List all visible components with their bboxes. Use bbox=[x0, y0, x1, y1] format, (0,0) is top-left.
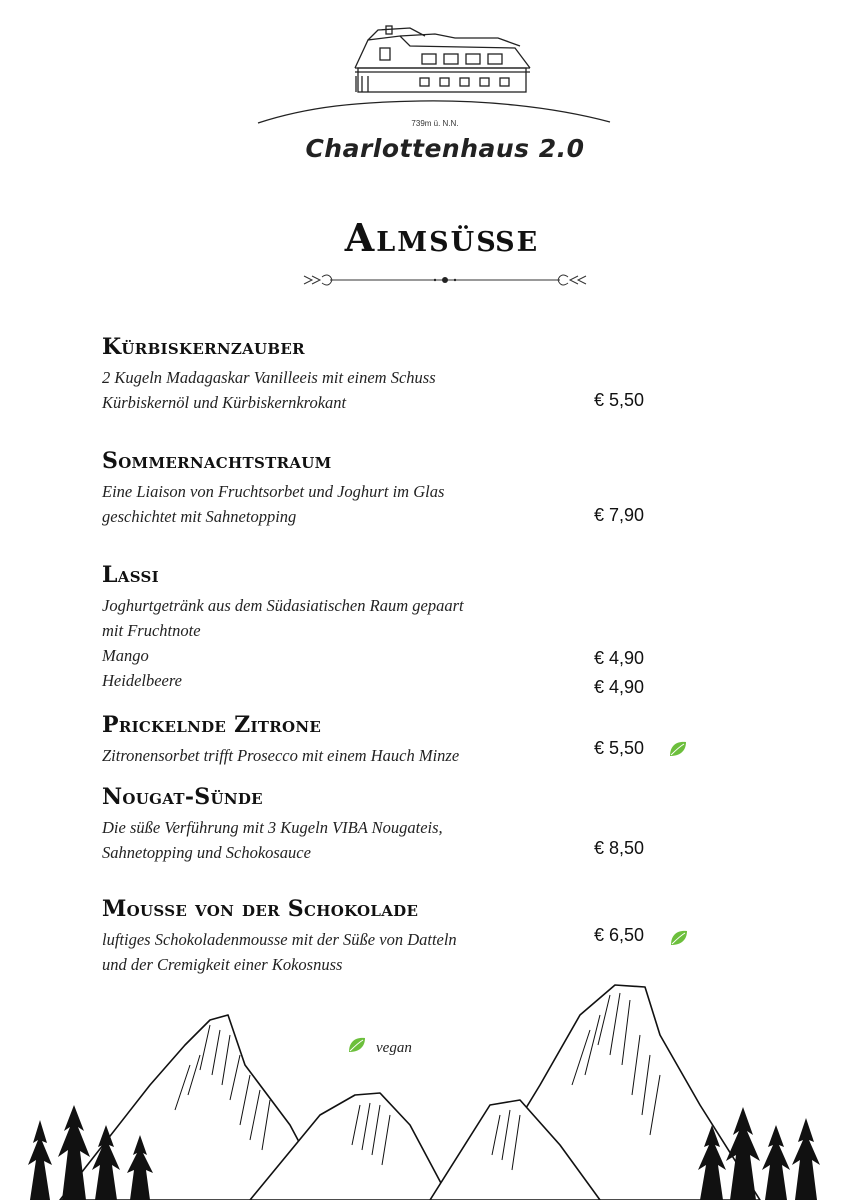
vegan-legend-label: vegan bbox=[376, 1040, 412, 1056]
item-desc-line: Eine Liaison von Fruchtsorbet und Joghurt im Glas bbox=[102, 482, 445, 501]
item-desc-line: Kürbiskernöl und Kürbiskernkrokant bbox=[102, 393, 347, 412]
variant-label: Heidelbeere bbox=[102, 671, 183, 690]
item-desc-line: und der Cremigkeit einer Kokosnuss bbox=[102, 955, 343, 974]
menu-item bbox=[102, 562, 702, 693]
page-title: Almsüße bbox=[344, 215, 540, 260]
item-description bbox=[102, 815, 572, 865]
vegan-leaf-icon bbox=[669, 929, 689, 947]
item-name: Mousse von der Schokolade bbox=[102, 896, 419, 922]
divider-ornament-icon bbox=[300, 272, 590, 288]
vegan-leaf-icon bbox=[668, 740, 688, 758]
item-desc-line: luftiges Schokoladenmousse mit der Süße von Datteln bbox=[102, 930, 457, 949]
item-name: Sommernachtstraum bbox=[102, 448, 332, 474]
item-description bbox=[102, 593, 572, 693]
item-price: € 6,50 bbox=[594, 925, 645, 945]
item-name: Kürbiskernzauber bbox=[102, 334, 305, 360]
header bbox=[0, 0, 844, 175]
item-price: € 7,90 bbox=[594, 505, 645, 525]
item-description bbox=[102, 365, 572, 415]
item-name: Lassi bbox=[102, 562, 159, 588]
item-price: € 8,50 bbox=[594, 838, 645, 858]
item-desc-line: Die süße Verführung mit 3 Kugeln VIBA Nougateis, bbox=[102, 818, 443, 837]
house-logo-icon bbox=[250, 18, 620, 128]
brand-name: Charlottenhaus 2.0 bbox=[305, 134, 585, 163]
item-desc-line: 2 Kugeln Madagaskar Vanilleeis mit einem Schuss bbox=[102, 368, 436, 387]
variant-price: € 4,90 bbox=[594, 648, 645, 668]
item-description bbox=[102, 927, 572, 977]
item-price: € 5,50 bbox=[594, 390, 645, 410]
item-desc-line: mit Fruchtnote bbox=[102, 621, 201, 640]
altitude-label: 739m ü. N.N. bbox=[411, 119, 459, 128]
item-description bbox=[102, 479, 572, 529]
item-name: Nougat-Sünde bbox=[102, 784, 263, 810]
item-desc-line: Sahnetopping und Schokosauce bbox=[102, 843, 311, 862]
item-description bbox=[102, 743, 572, 768]
variant-label: Mango bbox=[102, 646, 149, 665]
item-desc-line: Joghurtgetränk aus dem Südasiatischen Raum gepaart bbox=[102, 596, 464, 615]
item-price: € 5,50 bbox=[594, 738, 645, 758]
vegan-leaf-icon bbox=[347, 1036, 367, 1054]
variant-price: € 4,90 bbox=[594, 677, 645, 697]
mountain-illustration bbox=[0, 975, 844, 1200]
item-desc-line: Zitronensorbet trifft Prosecco mit einem Hauch Minze bbox=[102, 746, 460, 765]
item-name: Prickelnde Zitrone bbox=[102, 712, 322, 738]
item-desc-line: geschichtet mit Sahnetopping bbox=[102, 507, 297, 526]
